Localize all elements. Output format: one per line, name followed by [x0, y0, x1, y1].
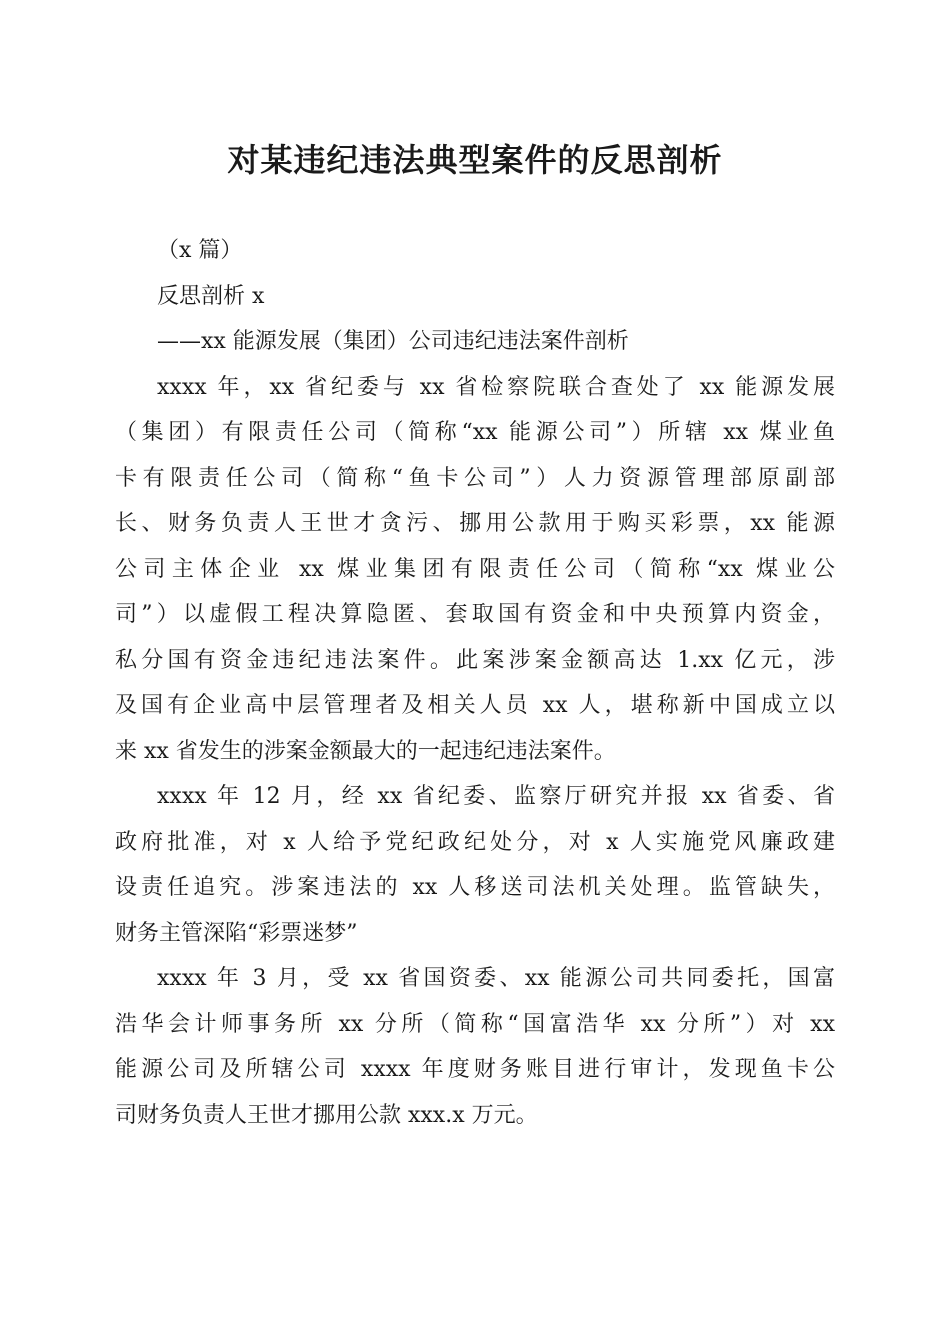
- paragraph-1-line: xxxx 年，xx 省纪委与 xx 省检察院联合查处了 xx 能源发展: [157, 374, 835, 400]
- paragraph-1-line: 及国有企业高中层管理者及相关人员 xx 人，堪称新中国成立以: [115, 693, 835, 718]
- paragraph-3-line: 浩华会计师事务所 xx 分所（简称“国富浩华 xx 分所”）对 xx: [115, 1011, 835, 1037]
- paragraph-2-line: 财务主管深陷“彩票迷梦”: [115, 920, 358, 946]
- section-subtitle: ——xx 能源发展（集团）公司违纪违法案件剖析: [157, 329, 629, 354]
- document-title: 对某违纪违法典型案件的反思剖析: [227, 141, 723, 179]
- paragraph-1-line: 来 xx 省发生的涉案金额最大的一起违纪违法案件。: [115, 738, 616, 764]
- paragraph-1-line: 长、财务负责人王世才贪污、挪用公款用于购买彩票，xx 能源: [115, 511, 835, 536]
- paragraph-1-line: 公司主体企业 xx 煤业集团有限责任公司（简称“xx 煤业公: [115, 556, 835, 582]
- section-heading: 反思剖析 x: [157, 283, 265, 309]
- paragraph-1-line: 司”）以虚假工程决算隐匿、套取国有资金和中央预算内资金，: [115, 602, 835, 627]
- paragraph-2-line: 政府批准，对 x 人给予党纪政纪处分，对 x 人实施党风廉政建: [115, 829, 835, 855]
- paragraph-1-line: 私分国有资金违纪违法案件。此案涉案金额高达 1.xx 亿元，涉: [115, 647, 835, 673]
- paragraph-1-line: 卡有限责任公司（简称“鱼卡公司”）人力资源管理部原副部: [115, 465, 835, 491]
- paragraph-2-line: 设责任追究。涉案违法的 xx 人移送司法机关处理。监管缺失，: [115, 875, 835, 900]
- document-body: [115, 228, 835, 1138]
- paragraph-3-line: 司财务负责人王世才挪用公款 xxx.x 万元。: [115, 1102, 538, 1128]
- section-label: （x 篇）: [157, 238, 243, 263]
- paragraph-2-line: xxxx 年 12 月，经 xx 省纪委、监察厅研究并报 xx 省委、省: [157, 784, 835, 809]
- paragraph-3-line: xxxx 年 3 月，受 xx 省国资委、xx 能源公司共同委托，国富: [157, 966, 835, 991]
- paragraph-3-line: 能源公司及所辖公司 xxxx 年度财务账目进行审计，发现鱼卡公: [115, 1057, 835, 1082]
- paragraph-1-line: （集团）有限责任公司（简称“xx 能源公司”）所辖 xx 煤业鱼: [115, 420, 835, 445]
